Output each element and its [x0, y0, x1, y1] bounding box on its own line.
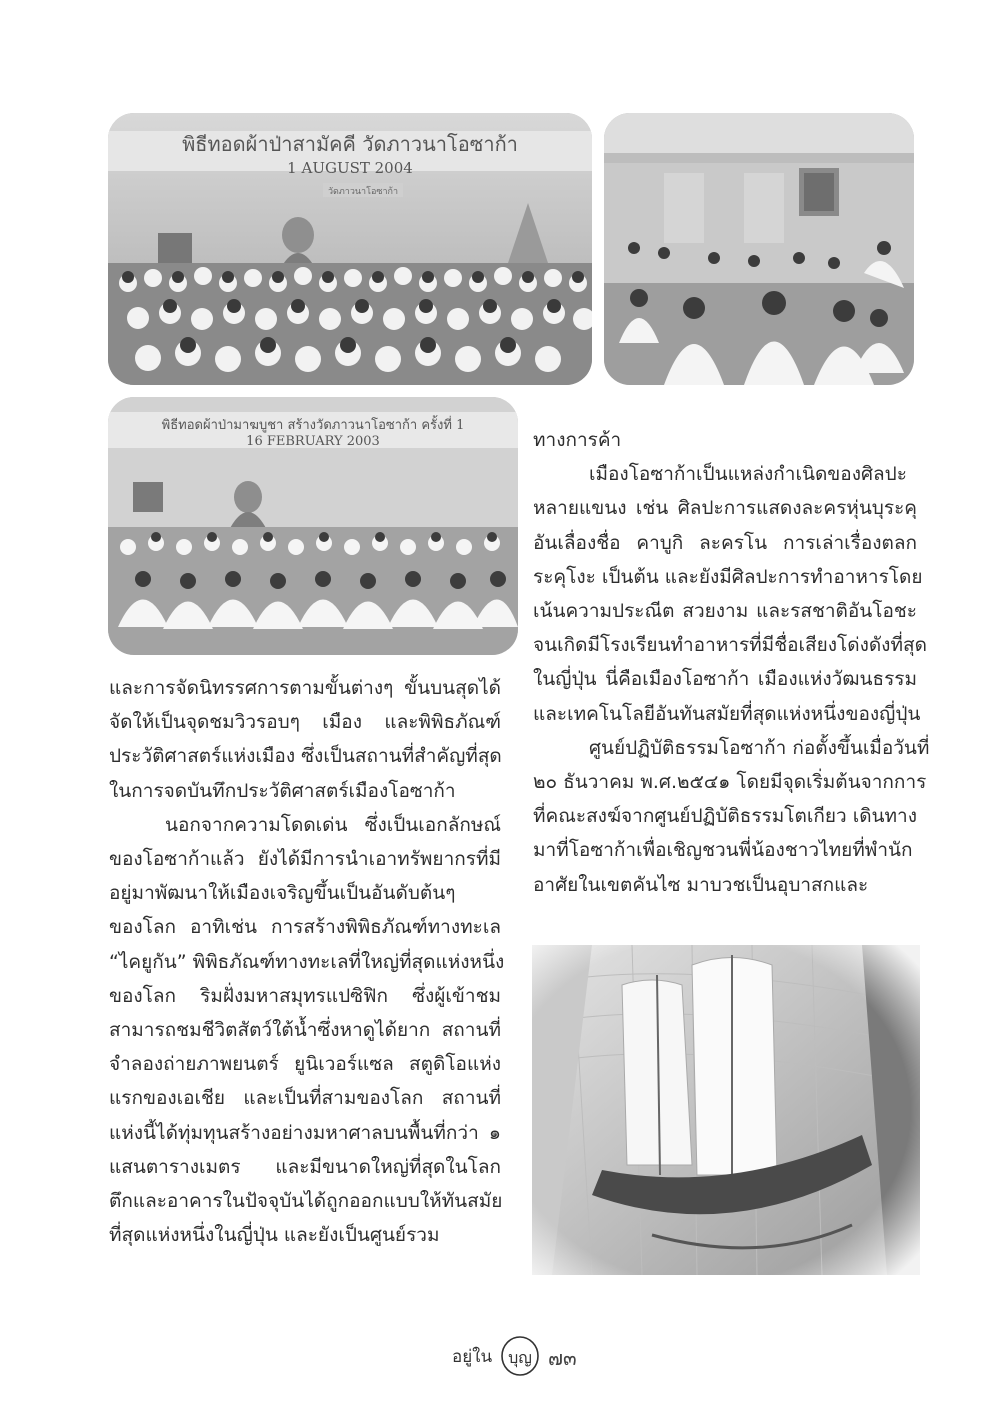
paragraph-line: มาที่โอซาก้าเพื่อเชิญชวนพี่น้องชาวไทยที่พำนัก	[533, 839, 913, 862]
right-text-column	[533, 423, 930, 902]
paragraph-line: ศูนย์ปฏิบัติธรรมโอซาก้า ก่อตั้งขึ้นเมื่อวันที่	[589, 736, 930, 759]
paragraph-line: ที่คณะสงฆ์จากศูนย์ปฏิบัติธรรมโตเกียว เดินทาง	[533, 805, 917, 828]
paragraph-line: ในญี่ปุ่น นี่คือเมืองโอซาก้า เมืองแห่งวัฒนธรรม	[533, 668, 917, 691]
banner-date-text: 16 FEBRUARY 2003	[246, 434, 380, 449]
paragraph-line: จนเกิดมีโรงเรียนทำอาหารที่มีชื่อเสียงโด่งดังที่สุด	[533, 634, 927, 657]
paragraph-line: ในการจดบันทึกประวัติศาสตร์เมืองโอซาก้า	[109, 779, 456, 802]
paragraph-line: สามารถชมชีวิตสัตว์ใต้น้ำซึ่งหาดูได้ยาก สถานที่	[109, 1019, 501, 1042]
meditation-hall-photo	[604, 113, 914, 385]
paragraph-line: ตึกและอาคารในปัจจุบันได้ถูกออกแบบให้ทันสมัย	[109, 1190, 503, 1213]
paragraph-line: ประวัติศาสตร์แห่งเมือง ซึ่งเป็นสถานที่สำคัญที่สุด	[109, 745, 502, 768]
logo-text-left: อยู่ใน	[452, 1347, 493, 1367]
paragraph-line: อันเลื่องชื่อ คาบูกิ ละครโน การเล่าเรื่องตลก	[533, 531, 917, 554]
banner-small-text: วัดภาวนาโอซาก้า	[327, 187, 399, 197]
paragraph-line: ๒๐ ธันวาคม พ.ศ.๒๕๔๑ โดยมีจุดเริ่มต้นจากการ	[533, 771, 927, 794]
left-text-column	[109, 671, 505, 1252]
paragraph-line: “ไคยูกัน” พิพิธภัณฑ์ทางทะเลที่ใหญ่ที่สุดแห่งหนึ่ง	[109, 950, 505, 973]
paragraph-line: แห่งนี้ได้ทุ่มทุนสร้างอย่างมหาศาลบนพื้นที่กว่า ๑	[109, 1121, 501, 1144]
paragraph-line: ที่สุดแห่งหนึ่งในญี่ปุ่น และยังเป็นศูนย์รวม	[109, 1224, 440, 1247]
paragraph-line: ของโลก อาทิเช่น การสร้างพิพิธภัณฑ์ทางทะเล	[109, 916, 501, 939]
banner-title-text: พิธีทอดผ้าป่ามาฆบูชา สร้างวัดภาวนาโอซาก้า ครั้งที่ 1	[161, 418, 465, 433]
logo-text-right: บุญ	[508, 1348, 532, 1367]
ceremony-photo-2003	[108, 397, 518, 655]
banner-title-text: พิธีทอดผ้าป่าสามัคคี วัดภาวนาโอซาก้า	[182, 132, 518, 156]
paragraph-line: นอกจากความโดดเด่น ซึ่งเป็นเอกลักษณ์	[165, 813, 501, 836]
paragraph-line: อยู่มาพัฒนาให้เมืองเจริญขึ้นเป็นอันดับต้นๆ	[109, 882, 456, 905]
page-number: ๗๓	[548, 1346, 577, 1370]
paragraph-line: อาศัยในเขตคันไซ มาบวชเป็นอุบาสกและ	[533, 873, 869, 896]
paragraph-line: และการจัดนิทรรศการตามขั้นต่างๆ ขั้นบนสุดได้	[109, 677, 501, 699]
paragraph-line: ของโลก ริมฝั่งมหาสมุทรแปซิฟิก ซึ่งผู้เข้าชม	[109, 984, 501, 1007]
paragraph-line: แสนตารางเมตร และมีขนาดใหญ่ที่สุดในโลก	[109, 1155, 501, 1178]
paragraph-line: จำลองถ่ายภาพยนตร์ ยูนิเวอร์แซล สตูดิโอแห่ง	[109, 1053, 501, 1076]
page-footer	[450, 1334, 610, 1378]
paragraph-line: ทางการค้า	[533, 429, 622, 451]
paragraph-line: ของโอซาก้าแล้ว ยังได้มีการนำเอาทรัพยากรที่มี	[109, 848, 501, 871]
banner-date-text: 1 AUGUST 2004	[287, 159, 413, 177]
paragraph-line: เน้นความประณีต สวยงาม และรสชาติอันโอชะ	[533, 600, 917, 623]
paragraph-line: ระคุโงะ เป็นต้น และยังมีศิลปะการทำอาหารโดย	[533, 565, 923, 588]
paragraph-line: และเทคโนโลยีอันทันสมัยที่สุดแห่งหนึ่งของญี่ปุ่น	[533, 702, 921, 725]
paragraph-line: หลายแขนง เช่น ศิลปะการแสดงละครหุ่นบุระคุ	[533, 497, 917, 520]
magazine-logo-icon	[450, 1334, 542, 1378]
ship-museum-photo	[532, 945, 920, 1275]
paragraph-line: จัดให้เป็นจุดชมวิวรอบๆ เมือง และพิพิธภัณฑ์	[109, 711, 501, 734]
ceremony-photo-2004	[108, 113, 592, 385]
paragraph-line: แรกของเอเชีย และเป็นที่สามของโลก สถานที่	[109, 1087, 501, 1110]
paragraph-line: เมืองโอซาก้าเป็นแหล่งกำเนิดของศิลปะ	[589, 463, 907, 486]
